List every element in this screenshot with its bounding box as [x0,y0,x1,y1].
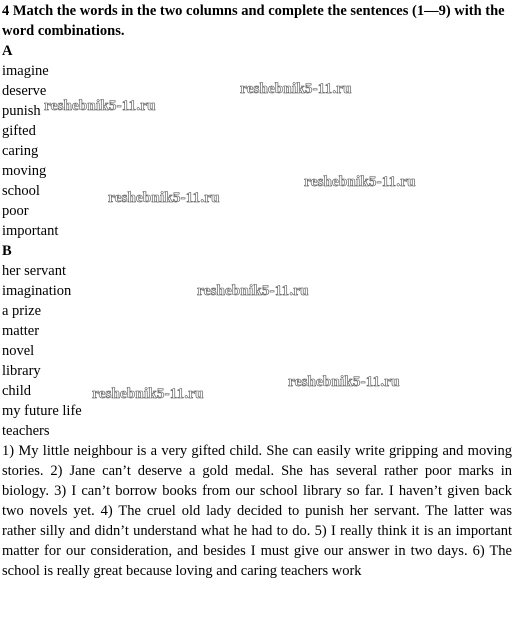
column-a-word: school [2,183,40,199]
task-title: 4 Match the words in the two columns and complete the sentences (1—9) with the word combinations. [2,3,505,39]
column-b-word: library [2,363,41,379]
watermark: reshebnik5-11.ru [240,81,352,97]
watermark: reshebnik5-11.ru [304,174,416,190]
column-b-heading: B [2,243,12,259]
column-a-word: important [2,223,59,239]
column-a-word: gifted [2,123,36,139]
column-b-word: child [2,383,31,399]
column-a-word: punish [2,103,41,119]
column-a-heading: A [2,43,13,59]
column-a-word: caring [2,143,39,159]
watermark: reshebnik5-11.ru [108,190,220,206]
column-a-word: deserve [2,83,47,99]
column-a-word: moving [2,163,47,179]
column-b-word: teachers [2,423,50,439]
answers-paragraph: 1) My little neighbour is a very gifted child. She can easily write gripping and moving stories. 2) Jane can’t deserve a gold medal. She has several rather poor marks in biology. 3) I can’t borrow books from our school library so far. I haven’t given back two novels yet. 4) The cruel old lady decided to punish her servant. The latter was rather silly and didn’t understand what he had to do. 5) I really think it is an important matter for our consideration, and besides I must give our answer in two days. 6) The school is really great because loving and caring teachers work [2,443,512,579]
column-b-word: imagination [2,283,72,299]
watermark: reshebnik5-11.ru [92,386,204,402]
column-b-word: my future life [2,403,82,419]
column-a-word: imagine [2,63,49,79]
watermark: reshebnik5-11.ru [288,374,400,390]
column-b-word: a prize [2,303,42,319]
column-b-word: matter [2,323,40,339]
column-a-word: poor [2,203,29,219]
column-b-word: her servant [2,263,67,279]
watermark: reshebnik5-11.ru [44,98,156,114]
watermark: reshebnik5-11.ru [197,283,309,299]
column-b-word: novel [2,343,35,359]
